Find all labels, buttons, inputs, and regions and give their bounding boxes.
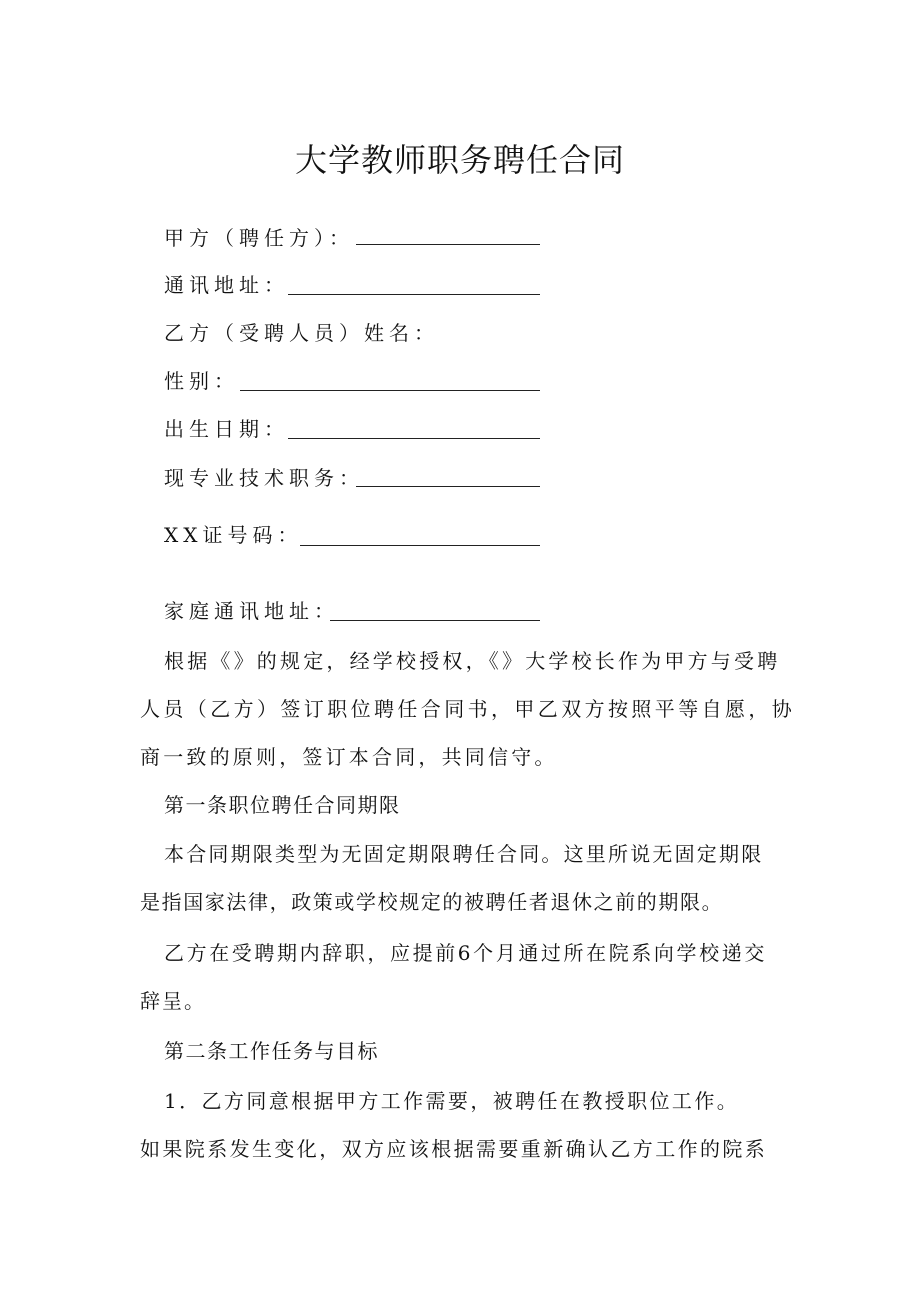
blank-line-id-number xyxy=(300,545,540,546)
field-party-b-name xyxy=(164,318,439,348)
blank-line-current-title xyxy=(356,486,540,487)
field-label: 通讯地址： xyxy=(164,273,289,297)
blank-line-birth-date xyxy=(288,438,540,439)
paragraph-term-line-2: 是指国家法律，政策或学校规定的被聘任者退休之前的期限。 xyxy=(140,890,724,914)
article-2-heading: 第二条工作任务与目标 xyxy=(164,1039,379,1063)
field-gender xyxy=(164,366,239,396)
field-home-address xyxy=(164,596,339,626)
field-label: 现专业技术职务： xyxy=(164,466,364,490)
field-label: XX证号码： xyxy=(164,523,303,547)
field-birth-date xyxy=(164,414,289,444)
paragraph-term-line-1: 本合同期限类型为无固定期限聘任合同。这里所说无固定期限 xyxy=(164,842,764,866)
paragraph-task-1: 1．乙方同意根据甲方工作需要，被聘任在教授职位工作。 xyxy=(164,1089,740,1113)
paragraph-task-1-cont: 如果院系发生变化，双方应该根据需要重新确认乙方工作的院系 xyxy=(140,1137,768,1161)
paragraph-intro-line-2: 人员（乙方）签订职位聘任合同书，甲乙双方按照平等自愿，协 xyxy=(140,697,796,721)
blank-line-party-a xyxy=(356,244,540,245)
paragraph-resign-line-1: 乙方在受聘期内辞职，应提前6个月通过所在院系向学校递交 xyxy=(164,941,767,965)
field-label: 性别： xyxy=(164,369,239,393)
paragraph-intro-line-1: 根据《》的规定，经学校授权，《》大学校长作为甲方与受聘 xyxy=(164,649,781,673)
document-title: 大学教师职务聘任合同 xyxy=(294,141,625,179)
field-label: 乙方（受聘人员）姓名： xyxy=(164,321,439,345)
field-label: 甲方（聘任方）： xyxy=(164,226,354,250)
blank-line-home-address xyxy=(330,620,540,621)
field-address xyxy=(164,270,289,300)
blank-line-gender xyxy=(240,390,540,391)
paragraph-intro-line-3: 商一致的原则，签订本合同，共同信守。 xyxy=(140,745,558,769)
field-label: 家庭通讯地址： xyxy=(164,599,339,623)
article-1-heading: 第一条职位聘任合同期限 xyxy=(164,793,401,817)
field-id-number xyxy=(164,520,302,550)
blank-line-address xyxy=(288,294,540,295)
field-party-a xyxy=(164,223,354,253)
field-label: 出生日期： xyxy=(164,417,289,441)
field-current-title xyxy=(164,463,364,493)
paragraph-resign-line-2: 辞呈。 xyxy=(140,989,206,1013)
